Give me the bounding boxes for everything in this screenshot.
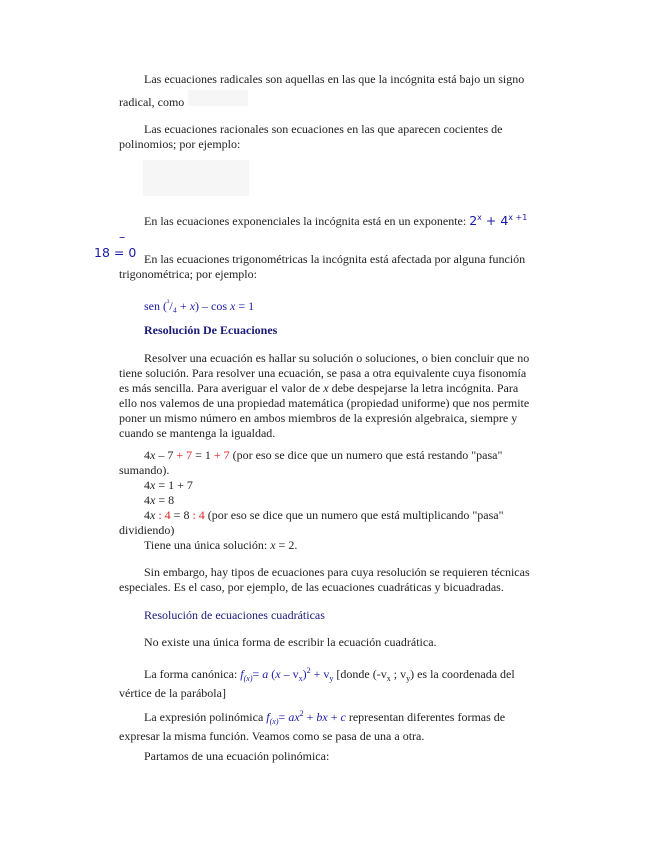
trig-d: = 1 (235, 299, 255, 313)
trig-x2: x (230, 299, 236, 313)
pol-plus2: + (327, 710, 341, 724)
para-no-existe: No existe una única forma de escribir la ecuación cuadrática. (144, 635, 437, 649)
exp-exp2: x +1 (508, 213, 528, 222)
can-p4: + v (310, 667, 330, 681)
pol-eq: = (278, 710, 289, 724)
s3-a: 4 (144, 493, 150, 507)
step-2 (119, 478, 535, 493)
s2-a: 4 (144, 478, 150, 492)
can-p3: ) (302, 667, 307, 681)
can-fsub: (x) (243, 674, 253, 683)
s1-x: x (150, 448, 156, 462)
s1-d: (por eso se dice que un numero que está restando "pasa" sumando). (119, 448, 503, 477)
s3-x: x (150, 493, 156, 507)
can-f: f (240, 667, 244, 681)
radical-example-image (188, 90, 248, 106)
can-a: a (262, 667, 269, 681)
s4-b: = 8 (170, 508, 193, 522)
s1-b: – 7 (155, 448, 177, 462)
para-polinomica (119, 706, 535, 744)
s4-red2: : 4 (192, 508, 205, 522)
pol-bx: bx (316, 710, 328, 724)
trig-b: /₄ + (169, 299, 190, 313)
can-p1: ( (268, 667, 276, 681)
exp-line2: 18 = 0 (94, 245, 137, 260)
resolver-x: x (323, 381, 329, 395)
can-vsub: x (298, 674, 303, 683)
pol-label: La expresión polinómica (144, 710, 267, 724)
s4-x: x (150, 508, 156, 522)
trig-a: sen ( (144, 299, 167, 313)
pol-plus1: + (303, 710, 317, 724)
step-4 (119, 508, 535, 538)
trig-num: ³ (167, 298, 170, 307)
para-sin-embargo: Sin embargo, hay tipos de ecuaciones para cuya resolución se requieren técnicas especiales. Es el caso, por ejemplo, de las ecuaciones cuadráticas y bicuadradas. (119, 565, 530, 594)
trig-c: ) – cos (195, 299, 231, 313)
pol-formula (266, 710, 346, 724)
can-label: La forma canónica: (144, 667, 241, 681)
para-racionales: Las ecuaciones racionales son ecuaciones en las que aparecen cocientes de polinomios; por ejemplo: (119, 122, 503, 151)
step-3 (119, 493, 535, 508)
heading-cuadraticas: Resolución de ecuaciones cuadráticas (144, 608, 325, 622)
can-formula (240, 667, 333, 681)
pol-ax: ax (288, 710, 300, 724)
s2-b: = 1 + 7 (155, 478, 193, 492)
para-radicales-line2 (119, 95, 535, 110)
para-trig: En las ecuaciones trigonométricas la incógnita está afectada por alguna función trigonométrica; por ejemplo: (119, 252, 526, 281)
can-p2: – v (280, 667, 299, 681)
can-rest2: ; v (390, 667, 407, 681)
s1-a: 4 (144, 448, 150, 462)
resolver-part2: debe despejarse la letra incógnita. Para ello nos valemos de una propiedad matemática (propiedad uniforme) que nos permite poner un mismo número en ambos miembros de la expresión algebraica, siempre y cuando se mantenga la igualdad. (119, 381, 530, 440)
para-radicales-text: radical, como (119, 95, 185, 109)
can-rest3: ) es la coordenada del vértice de la parábola] (119, 667, 515, 700)
s4-a: 4 (144, 508, 150, 522)
step-1 (119, 448, 535, 478)
can-rs1: x (386, 674, 391, 683)
trig-x: x (189, 299, 196, 313)
s1-red2: + 7 (213, 448, 230, 462)
resolver-part1: Resolver una ecuación es hallar su solución o soluciones, o bien concluir que no tiene solución. Para resolver una ecuación, se pasa a otra equivalente cuya fisonomía es más sencilla. Para averiguar el valor de (119, 351, 530, 395)
exp-text: En las ecuaciones exponenciales la incógnita está en un exponente: (144, 214, 467, 228)
can-rest: [donde (-v (333, 667, 387, 681)
exp-exp1: x (477, 213, 482, 222)
s1-red1: + 7 (176, 448, 193, 462)
s1-c: = 1 (192, 448, 214, 462)
s5-a: Tiene una única solución: (144, 538, 271, 552)
pol-f: f (266, 710, 270, 724)
pol-rest: representan diferentes formas de expresar la misma función. Veamos como se pasa de una a otra. (119, 710, 506, 743)
s5-b: = 2. (275, 538, 298, 552)
s2-x: x (150, 478, 156, 492)
para-partamos: Partamos de una ecuación polinómica: (144, 749, 330, 763)
exp-plus: + 4 (481, 213, 509, 228)
para-radicales-line1: Las ecuaciones radicales son aquellas en las que la incógnita está bajo un signo (144, 72, 525, 86)
s3-b: = 8 (155, 493, 175, 507)
can-vysub: y (329, 674, 334, 683)
para-resolver (119, 351, 535, 441)
can-rs2: y (406, 674, 411, 683)
can-x: x (275, 667, 281, 681)
pol-fsub: (x) (269, 717, 279, 726)
heading-resolucion: Resolución De Ecuaciones (144, 323, 278, 337)
pol-c: c (340, 710, 346, 724)
exp-base1: 2 (469, 213, 478, 228)
s4-red1: : 4 (155, 508, 171, 522)
rational-example-image (143, 160, 249, 196)
can-sq: 2 (306, 666, 311, 675)
s4-c: (por eso se dice que un numero que está multiplicando "pasa" dividiendo) (119, 508, 504, 537)
para-canonica (119, 663, 535, 701)
s5-x: x (270, 538, 276, 552)
exp-tail: – (119, 229, 126, 244)
step-5 (119, 538, 535, 553)
trig-formula (119, 295, 535, 314)
pol-sq: 2 (299, 709, 304, 718)
can-eq: = (252, 667, 263, 681)
